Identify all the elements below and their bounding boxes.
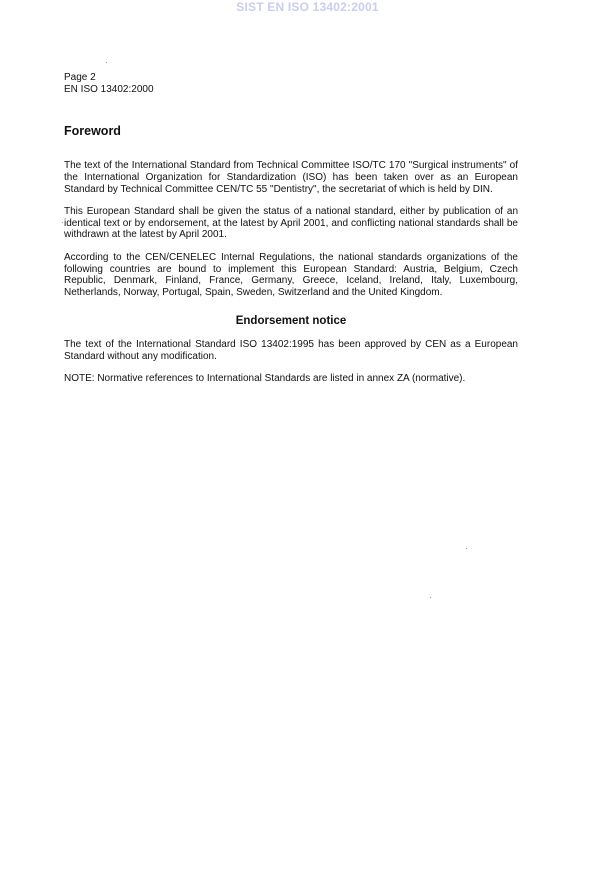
endorsement-note: NOTE: Normative references to International Standards are listed in annex ZA (normative). — [64, 373, 466, 385]
standard-reference: EN ISO 13402:2000 — [64, 84, 154, 95]
page-number: Page 2 — [64, 72, 96, 83]
page-header — [64, 72, 154, 96]
scan-speck — [430, 597, 431, 598]
foreword-paragraph-1: The text of the International Standard from Technical Committee ISO/TC 170 "Surgical instruments" of the International Organization for Standardization (ISO) has been taken over as an European Standard by Technical Committee CEN/TC 55 "Dentistry", the secretariat of which is held by DIN. — [64, 160, 518, 195]
scan-speck — [106, 62, 107, 63]
scan-speck — [62, 222, 63, 223]
scan-speck — [466, 548, 467, 549]
foreword-title: Foreword — [64, 124, 121, 138]
endorsement-paragraph: The text of the International Standard ISO 13402:1995 has been approved by CEN as a European Standard without any modification. — [64, 338, 518, 362]
watermark: SIST EN ISO 13402:2001 — [236, 0, 379, 14]
foreword-paragraph-2: This European Standard shall be given the status of a national standard, either by publication of an identical text or by endorsement, at the latest by April 2001, and conflicting national standards shall be withdrawn at the latest by April 2001. — [64, 205, 518, 241]
endorsement-title: Endorsement notice — [235, 314, 347, 327]
document-body — [64, 124, 518, 395]
foreword-paragraph-3: According to the CEN/CENELEC Internal Regulations, the national standards organizations of the following countries are bound to implement this European Standard: Austria, Belgium, Czech Republic, Denmark, Finland, France, Germany, Greece, Iceland, Ireland, Italy, Luxembourg, Netherlands, Norway, Portugal, Spain, Sweden, Switzerland and the United Kingdom. — [64, 251, 518, 299]
